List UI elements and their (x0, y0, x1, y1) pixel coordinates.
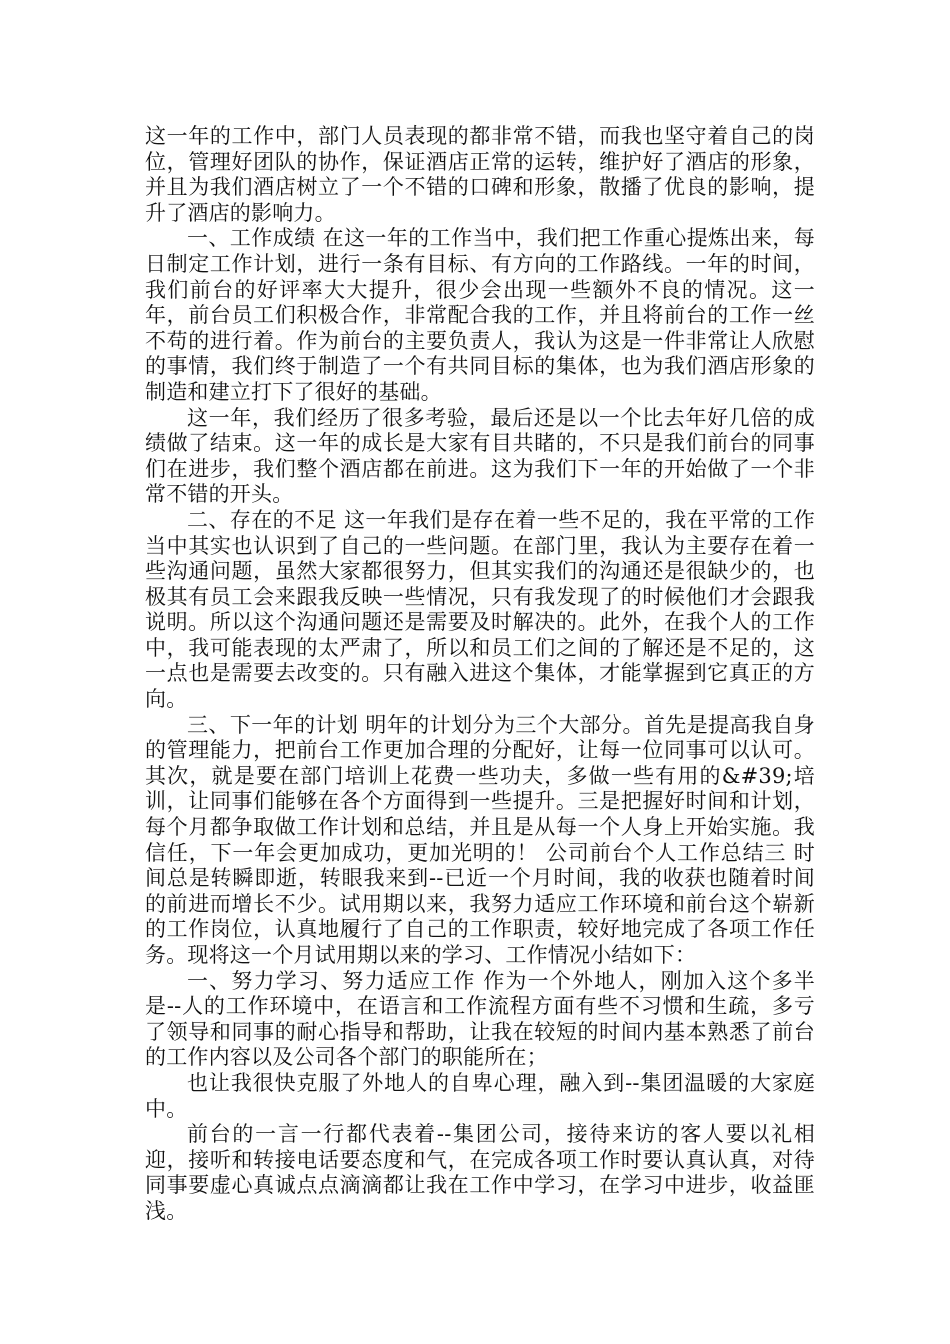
paragraph: 前台的一言一行都代表着--集团公司，接待来访的客人要以礼相迎，接听和转接电话要态度和气，在完成各项工作时要认真认真，对待同事要虚心真诚点点滴滴都让我在工作中学习，在学习中进步，收益匪浅。 (145, 1122, 815, 1223)
paragraph-shortcomings: 二、存在的不足 这一年我们是存在着一些不足的，我在平常的工作当中其实也认识到了自己的一些问题。在部门里，我认为主要存在着一些沟通问题，虽然大家都很努力，但其实我们的沟通还是很缺少的，也极其有员工会来跟我反映一些情况，只有我发现了的时候他们才会跟我说明。所以这个沟通问题还是需要及时解决的。此外，在我个人的工作中，我可能表现的太严肃了，所以和员工们之间的了解还是不足的，这一点也是需要去改变的。只有融入进这个集体，才能掌握到它真正的方向。 (145, 507, 815, 712)
paragraph: 这一年的工作中，部门人员表现的都非常不错，而我也坚守着自己的岗位，管理好团队的协作，保证酒店正常的运转，维护好了酒店的形象，并且为我们酒店树立了一个不错的口碑和形象，散播了优良的影响，提升了酒店的影响力。 (145, 124, 815, 225)
document-body (145, 124, 815, 1225)
paragraph-next-year-plan: 三、下一年的计划 明年的计划分为三个大部分。首先是提高我自身的管理能力，把前台工作更加合理的分配好，让每一位同事可以认可。其次，就是要在部门培训上花费一些功夫，多做一些有用的&#39;培训，让同事们能够在各个方面得到一些提升。三是把握好时间和计划，每个月都争取做工作计划和总结，并且是从每一个人身上开始实施。我信任，下一年会更加成功，更加光明的！ 公司前台个人工作总结三 时间总是转瞬即逝，转眼我来到--已近一个月时间，我的收获也随着时间的前进而增长不少。试用期以来，我努力适应工作环境和前台这个崭新的工作岗位，认真地履行了自己的工作职责，较好地完成了各项工作任务。现将这一个月试用期以来的学习、工作情况小结如下： (145, 712, 815, 967)
paragraph: 也让我很快克服了外地人的自卑心理，融入到--集团温暖的大家庭中。 (145, 1070, 815, 1121)
paragraph: 这一年，我们经历了很多考验，最后还是以一个比去年好几倍的成绩做了结束。这一年的成长是大家有目共睹的，不只是我们前台的同事们在进步，我们整个酒店都在前进。这为我们下一年的开始做了一个非常不错的开头。 (145, 405, 815, 507)
paragraph-work-achievements: 一、工作成绩 在这一年的工作当中，我们把工作重心提炼出来，每日制定工作计划，进行一条有目标、有方向的工作路线。一年的时间，我们前台的好评率大大提升，很少会出现一些额外不良的情况。这一年，前台员工们积极合作，非常配合我的工作，并且将前台的工作一丝不苟的进行着。作为前台的主要负责人，我认为这是一件非常让人欣慰的事情，我们终于制造了一个有共同目标的集体，也为我们酒店形象的制造和建立打下了很好的基础。 (145, 226, 815, 404)
paragraph-study-and-adapt: 一、努力学习、努力适应工作 作为一个外地人，刚加入这个多半是--人的工作环境中，在语言和工作流程方面有些不习惯和生疏，多亏了领导和同事的耐心指导和帮助，让我在较短的时间内基本熟悉了前台的工作内容以及公司各个部门的职能所在； (145, 968, 815, 1070)
